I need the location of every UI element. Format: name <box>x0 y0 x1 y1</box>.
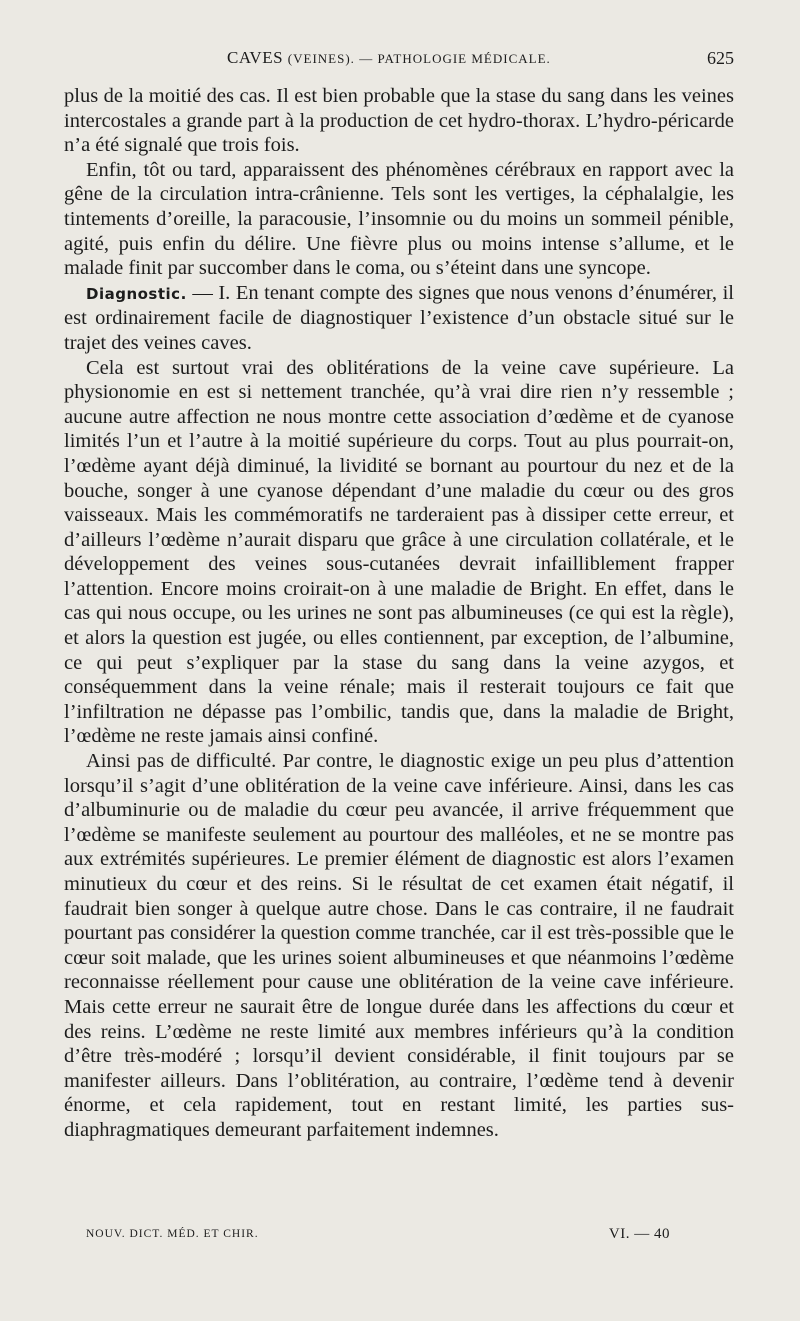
page-footer <box>86 1226 670 1246</box>
paragraph-2: Enfin, tôt ou tard, apparaissent des phénomènes cérébraux en rapport avec la gêne de la circulation intra-crânienne. Tels sont les vertiges, la céphalalgie, les tintements d’oreille, la paracousie, l’insomnie ou du moins un sommeil pénible, agité, puis enfin du délire. Une fièvre plus ou moins intense s’allume, et le malade finit par succomber dans le coma, ou s’éteint dans une syncope. <box>64 158 734 280</box>
running-title-rest: — PATHOLOGIE MÉDICALE. <box>354 51 551 66</box>
paragraph-diagnostic <box>64 281 734 356</box>
printer-signature: NOUV. DICT. MÉD. ET CHIR. <box>86 1228 259 1240</box>
running-title <box>227 48 551 68</box>
paragraph-1: plus de la moitié des cas. Il est bien probable que la stase du sang dans les veines intercostales a grande part à la production de cet hydro-thorax. L’hydro-péricarde n’a été signalé que trois fois. <box>64 85 734 157</box>
paragraph-4: Ainsi pas de difficulté. Par contre, le diagnostic exige un peu plus d’attention lorsqu’il s’agit d’une oblitération de la veine cave inférieure. Ainsi, dans les cas d’albuminurie ou de maladie du cœur peu avancée, il arrive fréquemment que l’œdème se manifeste seulement au pourtour des malléoles, et ne se montre pas aux extrémités supérieures. Le premier élément de diagnostic est alors l’examen minutieux du cœur et des reins. Si le résultat de cet examen était négatif, il faudrait bien songer à quelque autre chose. Dans le cas contraire, il ne faudrait pourtant pas considérer la question comme tranchée, car il est très-possible que le cœur soit malade, que les urines soient albumineuses et que néanmoins l’œdème reconnaisse réellement pour cause une oblitération de la veine cave inférieure. Mais cette erreur ne saurait être de longue durée dans les affections du cœur et des reins. L’œdème ne reste limité aux membres inférieurs qu’à la condition d’être très-modéré ; lorsqu’il devient considérable, il finit toujours par se manifester ailleurs. Dans l’oblitération, au contraire, l’œdème tend à devenir énorme, et cela rapidement, tout en restant limité, les parties sus-diaphragmatiques demeurant parfaitement indemnes. <box>64 750 734 1141</box>
paragraph-3: Cela est surtout vrai des oblitérations de la veine cave supérieure. La physionomie en est si nettement tranchée, qu’à vrai dire rien n’y ressemble ; aucune autre affection ne nous montre cette association d’œdème et de cyanose limités l’un et l’autre à la moitié supérieure du corps. Tout au plus pourrait-on, l’œdème ayant déjà diminué, la lividité se bornant au pourtour du nez et de la bouche, songer à une cyanose dépendant d’une maladie du cœur ou des gros vaisseaux. Mais les commémoratifs ne tarderaient pas à dissiper cette erreur, et d’ailleurs l’œdème n’aurait disparu que grâce à une circulation collatérale, et le développement des veines sous-cutanées devrait infailliblement frapper l’attention. Encore moins croirait-on à une maladie de Bright. En effet, dans le cas qui nous occupe, ou les urines ne sont pas albumineuses (ce qui est la règle), et alors la question est jugée, ou elles contiennent, par exception, de l’albumine, ce qui peut s’expliquer par la stase du sang dans la veine azygos, et conséquemment dans la veine rénale; mais il resterait toujours ce fait que l’infiltration ne dépasse pas l’ombilic, tandis que, dans la maladie de Bright, l’œdème ne reste jamais ainsi confiné. <box>64 356 734 748</box>
section-heading-diagnostic: Diagnostic. <box>86 284 187 303</box>
diagnostic-text: — I. En tenant compte des signes que nous venons d’énumérer, il est ordinairement facile de diagnostiquer l’existence d’un obstacle situé sur le trajet des veines caves. <box>64 281 734 354</box>
body-text <box>64 84 734 1143</box>
volume-signature: VI. — 40 <box>608 1226 670 1242</box>
running-header <box>62 48 734 74</box>
running-title-paren: (VEINES). <box>287 51 355 66</box>
running-title-main: CAVES <box>227 48 284 67</box>
page-number: 625 <box>707 48 734 68</box>
